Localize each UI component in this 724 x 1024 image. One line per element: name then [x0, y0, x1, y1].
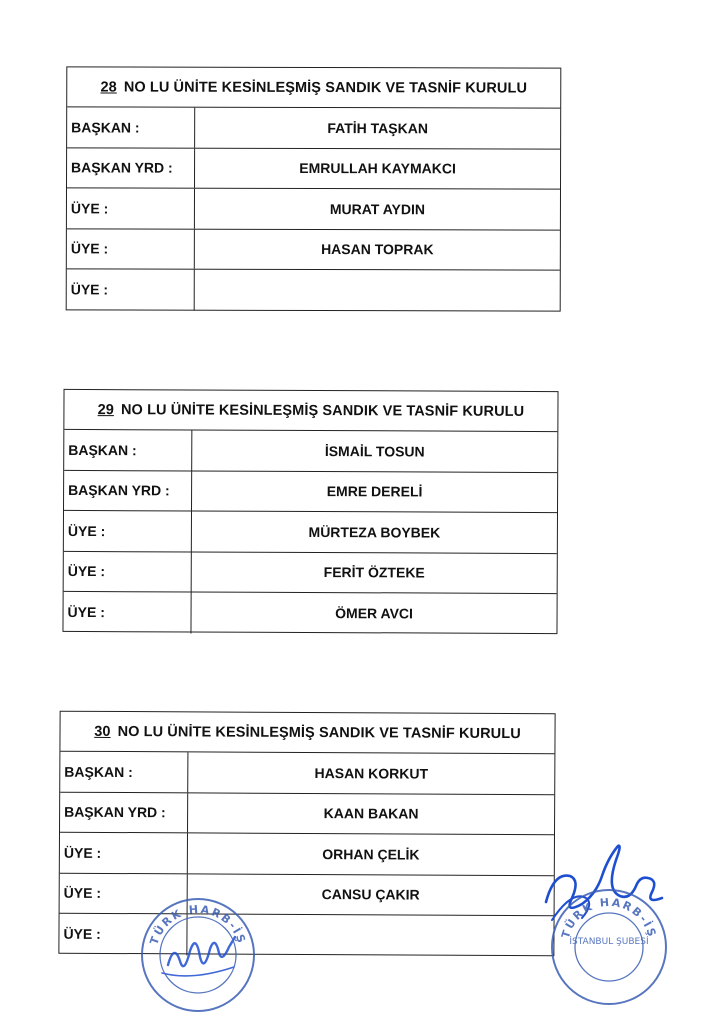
member-row-member: [64, 551, 557, 594]
signature-left-icon: [168, 937, 235, 966]
member-row-member: [60, 873, 554, 916]
member-row-president: [60, 752, 554, 795]
member-row-member: [63, 592, 556, 635]
role-label: BAŞKAN YRD :: [64, 470, 192, 510]
committee-number: 29: [97, 401, 115, 418]
member-name: ORHAN ÇELİK: [322, 845, 420, 863]
committee-title: [60, 712, 554, 755]
role-label: BAŞKAN YRD :: [60, 792, 188, 832]
role-label: ÜYE :: [64, 551, 192, 591]
member-row-member: [67, 229, 560, 271]
member-name: MÜRTEZA BOYBEK: [308, 523, 441, 541]
member-name: İSMAİL TOSUN: [324, 442, 425, 460]
member-row-member: [59, 914, 553, 957]
member-name: EMRE DERELİ: [326, 483, 423, 500]
committee-table-30: [58, 711, 555, 957]
member-row-vice-president: [67, 148, 560, 190]
member-name: KAAN BAKAN: [323, 805, 419, 822]
committee-number: 28: [100, 78, 117, 95]
stamp-right-text: TÜRK HARB-İŞ: [558, 895, 660, 940]
committee-table-28: [66, 66, 562, 311]
member-name: ÖMER AVCI: [335, 605, 413, 622]
role-label: BAŞKAN YRD :: [67, 148, 195, 188]
role-label: ÜYE :: [60, 833, 188, 873]
member-name: HASAN TOPRAK: [321, 241, 434, 258]
committee-title-text: NO LU ÜNİTE KESİNLEŞMİŞ SANDIK VE TASNİF KURULU: [117, 723, 521, 742]
member-row-member: [67, 188, 560, 230]
member-name: FERİT ÖZTEKE: [323, 564, 425, 581]
union-stamp-left: [138, 895, 258, 1015]
member-row-member: [60, 833, 554, 876]
stamp-left-text: TÜRK HARB-İŞ: [147, 902, 249, 947]
member-name: MURAT AYDIN: [329, 200, 426, 218]
role-label: BAŞKAN :: [64, 430, 192, 470]
role-label: ÜYE :: [67, 269, 195, 310]
union-stamp-right: [548, 886, 670, 1008]
member-name: CANSU ÇAKIR: [321, 886, 420, 903]
role-label: ÜYE :: [67, 229, 195, 269]
member-row-president: [64, 430, 557, 473]
committee-title-text: NO LU ÜNİTE KESİNLEŞMİŞ SANDIK VE TASNİF KURULU: [123, 79, 528, 97]
role-label: ÜYE :: [63, 592, 191, 633]
committee-number: 30: [94, 723, 111, 740]
stamp-right-branch: İSTANBUL ŞUBESİ: [569, 937, 649, 947]
member-row-vice-president: [64, 470, 557, 513]
member-name: HASAN KORKUT: [314, 764, 429, 782]
role-label: ÜYE :: [59, 914, 187, 955]
committee-title-text: NO LU ÜNİTE KESİNLEŞMİŞ SANDIK VE TASNİF KURULU: [120, 401, 525, 420]
member-row-vice-president: [60, 792, 554, 835]
member-row-member: [64, 511, 557, 554]
role-label: BAŞKAN :: [67, 107, 195, 147]
member-name: [195, 270, 560, 311]
role-label: ÜYE :: [60, 873, 188, 913]
role-label: ÜYE :: [64, 511, 192, 551]
committee-table-29: [62, 389, 558, 634]
member-name: EMRULLAH KAYMAKCI: [299, 160, 456, 177]
committee-title: [64, 390, 557, 432]
role-label: BAŞKAN :: [60, 752, 188, 792]
member-row-president: [67, 107, 560, 149]
member-row-member: [67, 269, 560, 311]
member-name: FATİH TAŞKAN: [327, 119, 428, 137]
role-label: ÜYE :: [67, 188, 195, 228]
committee-title: [67, 67, 560, 108]
